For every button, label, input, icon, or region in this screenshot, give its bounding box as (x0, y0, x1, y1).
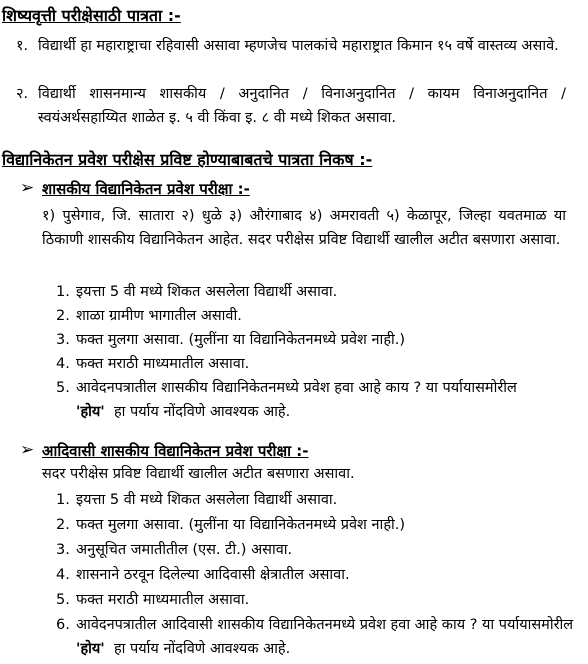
govt-vidyaniketan-intro: १) पुसेगाव, जि. सातारा २) धुळे ३) औरंगाबाद ४) अमरावती ५) केळापूर, जिल्हा यवतमाळ या ठिकाणी शासकीय विद्यानिकेतन आहेत. सदर परीक्षेस प्रविष्ट विद्यार्थी खालील अटीत बसणारा असावा. (42, 208, 566, 248)
section1-item1-text: विद्यार्थी हा महाराष्ट्राचा रहिवासी असावा म्हणजेच पालकांचे महाराष्ट्रात किमान १५ वर्षे वास्तव्य असावे. (38, 38, 559, 54)
list-item: 1. इयत्ता 5 वी मध्ये शिकत असलेला विद्यार्थी असावा. (56, 492, 338, 508)
arrow-bullet-icon: ➢ (20, 178, 35, 198)
list-item: 3. अनुसूचित जमातीतील (एस. टी.) असावा. (56, 542, 293, 558)
list-item: 5. आवेदनपत्रातील शासकीय विद्यानिकेतनमध्ये प्रवेश हवा आहे काय ? या पर्यायासमोरील (56, 380, 517, 396)
list-item: 2. शाळा ग्रामीण भागातील असावी. (56, 308, 242, 324)
list-item-continuation: 'होय' हा पर्याय नोंदविणे आवश्यक आहे. (76, 641, 291, 657)
vidyaniketan-eligibility-heading: विद्यानिकेतन प्रवेश परीक्षेस प्रविष्ट होण्याबाबतचे पात्रता निकष :- (2, 150, 373, 169)
list-item: 1. इयत्ता 5 वी मध्ये शिकत असलेला विद्यार्थी असावा. (56, 284, 338, 300)
tribal-vidyaniketan-subheading: आदिवासी शासकीय विद्यानिकेतन प्रवेश परीक्षा :- (42, 442, 309, 460)
section1-item1-number: १. (16, 38, 29, 54)
scholarship-eligibility-heading: शिष्यवृत्ती परीक्षेसाठी पात्रता :- (2, 6, 181, 25)
list-item: 6. आवेदनपत्रातील आदिवासी शासकीय विद्यानिकेतनमध्ये प्रवेश हवा आहे काय ? या पर्यायासमोरील (56, 617, 574, 633)
section1-item2-number: २. (16, 86, 29, 102)
list-item: 2. फक्त मुलगा असावा. (मुलींना या विद्यानिकेतनमध्ये प्रवेश नाही.) (56, 517, 406, 533)
tribal-vidyaniketan-intro: सदर परीक्षेस प्रविष्ट विद्यार्थी खालील अटीत बसणारा असावा. (42, 466, 355, 482)
list-item: 4. शासनाने ठरवून दिलेल्या आदिवासी क्षेत्रातील असावा. (56, 567, 350, 583)
list-item-continuation: 'होय' हा पर्याय नोंदविणे आवश्यक आहे. (76, 404, 291, 420)
section1-item2-text: विद्यार्थी शासनमान्य शासकीय / अनुदानित / विनाअनुदानित / कायम विनाअनुदानित / स्वयंअर्थसहाय्यित शाळेत इ. ५ वी किंवा इ. ८ वी मध्ये शिकत असावा. (38, 86, 566, 126)
arrow-bullet-icon: ➢ (20, 440, 35, 460)
list-item: 3. फक्त मुलगा असावा. (मुलींना या विद्यानिकेतनमध्ये प्रवेश नाही.) (56, 332, 406, 348)
list-item: 5. फक्त मराठी माध्यमातील असावा. (56, 592, 250, 608)
govt-vidyaniketan-subheading: शासकीय विद्यानिकेतन प्रवेश परीक्षा :- (42, 180, 250, 198)
list-item: 4. फक्त मराठी माध्यमातील असावा. (56, 356, 250, 372)
